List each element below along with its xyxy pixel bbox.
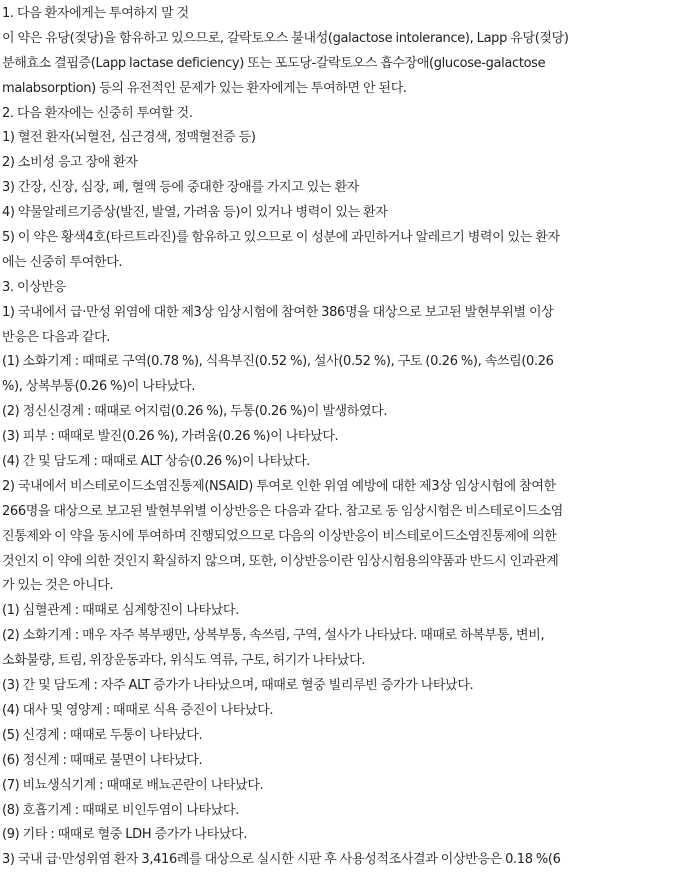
document-body [0, 2, 691, 873]
list-item: (3) 간 및 담도계 : 자주 ALT 증가가 나타났으며, 때때로 혈중 빌리루빈 증가가 나타났다. [2, 678, 474, 694]
list-item: (5) 신경계 : 때때로 두통이 나타났다. [2, 727, 203, 743]
text-line: 것인지 이 약에 의한 것인지 확실하지 않으며, 또한, 이상반응이란 임상시험용의약품과 반드시 인과관계 [2, 553, 559, 569]
list-item: (2) 소화기계 : 매우 자주 복부팽만, 상복부통, 속쓰림, 구역, 설사가 나타났다. 때때로 하복부통, 변비, [2, 628, 545, 644]
text-line: malabsorption) 등의 유전적인 문제가 있는 환자에게는 투여하면 안 된다. [2, 80, 407, 96]
list-item: 1) 혈전 환자(뇌혈전, 심근경색, 정맥혈전증 등) [2, 130, 256, 146]
text-line: 소화불량, 트림, 위장운동과다, 위식도 역류, 구토, 허기가 나타났다. [2, 653, 366, 669]
list-item: (4) 간 및 담도계 : 때때로 ALT 상승(0.26 %)이 나타났다. [2, 454, 311, 470]
text-line: 가 있는 것은 아니다. [2, 578, 114, 594]
section-heading-adverse-reactions: 3. 이상반응 [2, 279, 66, 295]
text-line: 분해효소 결핍증(Lapp lactase deficiency) 또는 포도당-갈락토오스 흡수장애(glucose-galactose [2, 55, 546, 71]
list-item: 3) 국내 급·만성위염 환자 3,416례를 대상으로 실시한 시판 후 사용성적조사결과 이상반응은 0.18 %(6 [2, 852, 561, 868]
list-item: 4) 약물알레르기증상(발진, 발열, 가려움 등)이 있거나 병력이 있는 환자 [2, 205, 388, 221]
list-item: 5) 이 약은 황색4호(타르트라진)를 함유하고 있으므로 이 성분에 과민하거나 알레르기 병력이 있는 환자 [2, 230, 560, 246]
text-line: 이 약은 유당(젖당)을 함유하고 있으므로, 갈락토오스 불내성(galactose intolerance), Lapp 유당(젖당) [2, 30, 569, 46]
text-line: 반응은 다음과 같다. [2, 329, 111, 345]
list-item: (3) 피부 : 때때로 발진(0.26 %), 가려움(0.26 %)이 나타났다. [2, 429, 339, 445]
list-item: (7) 비뇨생식기계 : 때때로 배뇨곤란이 나타났다. [2, 777, 264, 793]
list-item: (2) 정신신경계 : 때때로 어지럼(0.26 %), 두통(0.26 %)이 발생하였다. [2, 404, 388, 420]
list-item: 2) 소비성 응고 장애 환자 [2, 155, 138, 171]
text-line: %), 상복부통(0.26 %)이 나타났다. [2, 379, 195, 395]
list-item: 3) 간장, 신장, 심장, 폐, 혈액 등에 중대한 장애를 가지고 있는 환자 [2, 180, 359, 196]
list-item: (9) 기타 : 때때로 혈중 LDH 증가가 나타났다. [2, 827, 248, 843]
text-line: 에는 신중히 투여한다. [2, 254, 123, 270]
section-heading-contraindications: 1. 다음 환자에게는 투여하지 말 것 [2, 6, 189, 21]
list-item: (8) 호흡기계 : 때때로 비인두염이 나타났다. [2, 802, 239, 818]
list-item: (4) 대사 및 영양계 : 때때로 식욕 증진이 나타났다. [2, 702, 274, 718]
list-item: (1) 소화기계 : 때때로 구역(0.78 %), 식욕부진(0.52 %), 설사(0.52 %), 구토 (0.26 %), 속쓰림(0.26 [2, 354, 554, 370]
list-item: (6) 정신계 : 때때로 불면이 나타났다. [2, 752, 203, 768]
section-heading-caution: 2. 다음 환자에는 신중히 투여할 것. [2, 105, 193, 121]
list-item: (1) 심혈관계 : 때때로 심계항진이 나타났다. [2, 603, 239, 619]
text-line: 266명을 대상으로 보고된 발현부위별 이상반응은 다음과 같다. 참고로 동 임상시험은 비스테로이드소염 [2, 503, 563, 519]
list-item: 2) 국내에서 비스테로이드소염진통제(NSAID) 투여로 인한 위염 예방에 대한 제3상 임상시험에 참여한 [2, 478, 556, 494]
list-item: 1) 국내에서 급·만성 위염에 대한 제3상 임상시험에 참여한 386명을 대상으로 보고된 발현부위별 이상 [2, 304, 554, 320]
text-line: 진통제와 이 약을 동시에 투여하며 진행되었으므로 다음의 이상반응이 비스테로이드소염진통제에 의한 [2, 528, 557, 544]
